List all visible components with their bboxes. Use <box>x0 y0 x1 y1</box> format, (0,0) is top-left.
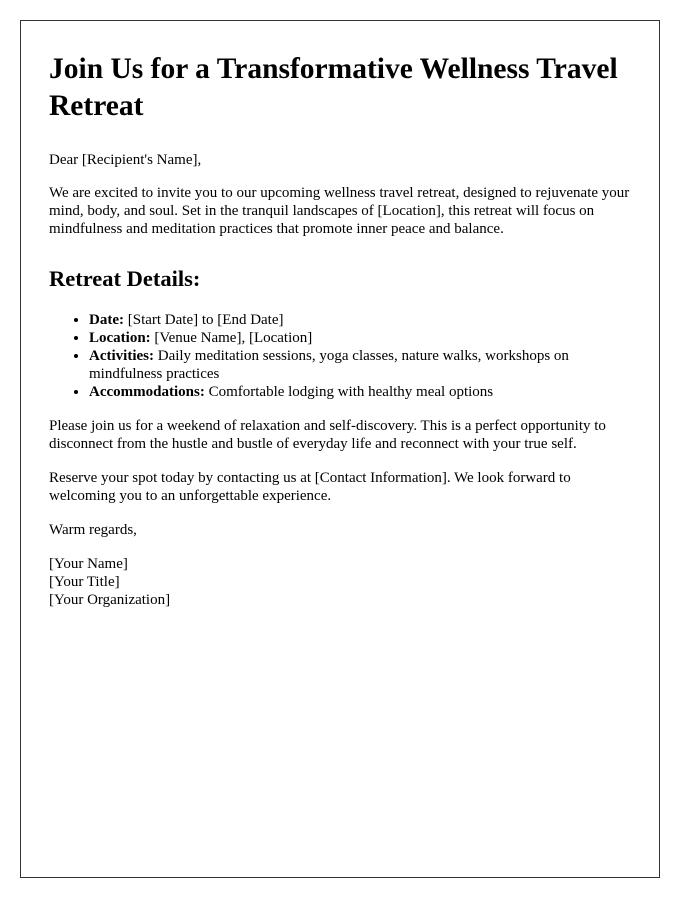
detail-value: Daily meditation sessions, yoga classes, nature walks, workshops on mindfulness practices <box>89 348 569 382</box>
retreat-details-heading: Retreat Details: <box>49 266 201 291</box>
letter-page <box>20 20 660 878</box>
detail-value: Comfortable lodging with healthy meal options <box>204 384 494 400</box>
detail-label: Location: <box>89 330 151 346</box>
detail-item-activities <box>89 347 631 383</box>
detail-item-date <box>89 311 631 329</box>
closing: Warm regards, <box>49 522 137 538</box>
detail-label: Activities: <box>89 348 154 364</box>
detail-label: Date: <box>89 312 124 328</box>
signature-title: [Your Title] <box>49 574 120 590</box>
detail-item-accommodations <box>89 383 631 401</box>
letter-title: Join Us for a Transformative Wellness Travel Retreat <box>49 53 618 122</box>
intro-paragraph: We are excited to invite you to our upcoming wellness travel retreat, designed to rejuvenate your mind, body, and soul. Set in the tranquil landscapes of [Location], this retreat will focus on mindfulness and meditation practices that promote inner peace and balance. <box>49 185 630 237</box>
detail-value: [Start Date] to [End Date] <box>123 312 284 328</box>
signature-name: [Your Name] <box>49 556 128 572</box>
detail-item-location <box>89 329 631 347</box>
signature-block <box>49 555 631 609</box>
signature-organization: [Your Organization] <box>49 592 171 608</box>
detail-label: Accommodations: <box>89 384 205 400</box>
greeting: Dear [Recipient's Name], <box>49 152 202 168</box>
detail-value: [Venue Name], [Location] <box>150 330 313 346</box>
reserve-paragraph: Reserve your spot today by contacting us at [Contact Information]. We look forward to welcoming you to an unforgettable experience. <box>49 470 571 504</box>
invitation-paragraph: Please join us for a weekend of relaxation and self-discovery. This is a perfect opportunity to disconnect from the hustle and bustle of everyday life and reconnect with your true self. <box>49 418 606 452</box>
retreat-details-list <box>49 311 631 401</box>
